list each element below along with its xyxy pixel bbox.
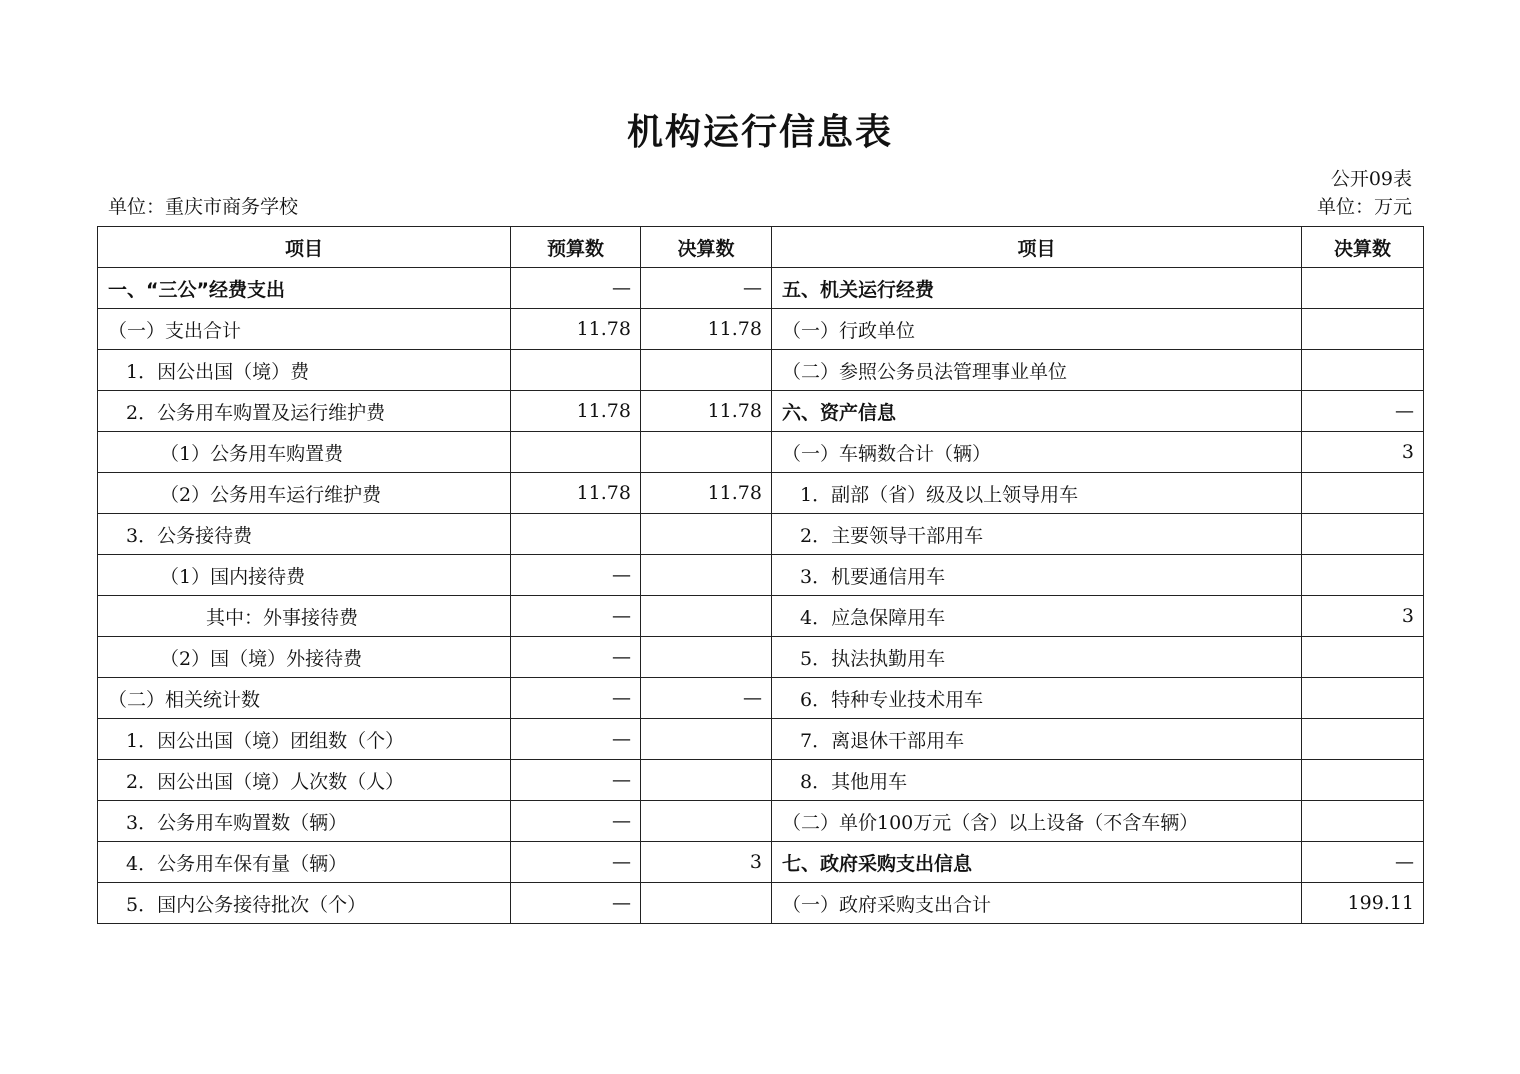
left-item-cell: 5．国内公务接待批次（个） — [98, 883, 511, 924]
right-item-cell: 7．离退休干部用车 — [772, 719, 1302, 760]
budget-cell: — — [511, 883, 641, 924]
table-row — [98, 309, 1424, 350]
table-row — [98, 842, 1424, 883]
table-row — [98, 473, 1424, 514]
left-item-cell: 1．因公出国（境）团组数（个） — [98, 719, 511, 760]
final-cell: — — [641, 268, 772, 309]
left-item-cell: （2）国（境）外接待费 — [98, 637, 511, 678]
table-row — [98, 760, 1424, 801]
right-final-cell — [1302, 678, 1424, 719]
final-cell — [641, 719, 772, 760]
right-item-cell: （一）行政单位 — [772, 309, 1302, 350]
table-row — [98, 514, 1424, 555]
budget-cell: — — [511, 555, 641, 596]
final-cell — [641, 801, 772, 842]
final-cell — [641, 350, 772, 391]
right-item-cell: 4．应急保障用车 — [772, 596, 1302, 637]
budget-cell: 11.78 — [511, 473, 641, 514]
left-item-cell: （二）相关统计数 — [98, 678, 511, 719]
right-final-cell — [1302, 637, 1424, 678]
budget-cell: — — [511, 268, 641, 309]
final-cell: 11.78 — [641, 473, 772, 514]
left-item-cell: 2．公务用车购置及运行维护费 — [98, 391, 511, 432]
budget-cell: — — [511, 719, 641, 760]
left-item-cell: （1）国内接待费 — [98, 555, 511, 596]
budget-cell: — — [511, 596, 641, 637]
final-cell — [641, 596, 772, 637]
right-final-cell — [1302, 760, 1424, 801]
header-item-right: 项目 — [772, 227, 1302, 268]
left-item-cell: 3．公务接待费 — [98, 514, 511, 555]
left-item-cell: 1．因公出国（境）费 — [98, 350, 511, 391]
final-cell — [641, 883, 772, 924]
right-final-cell: — — [1302, 391, 1424, 432]
right-final-cell — [1302, 555, 1424, 596]
currency-unit: 单位：万元 — [1316, 196, 1412, 218]
final-cell: — — [641, 678, 772, 719]
right-final-cell — [1302, 801, 1424, 842]
right-final-cell: — — [1302, 842, 1424, 883]
final-cell — [641, 760, 772, 801]
right-item-cell: 2．主要领导干部用车 — [772, 514, 1302, 555]
right-final-cell — [1302, 350, 1424, 391]
right-final-cell — [1302, 268, 1424, 309]
right-final-cell — [1302, 473, 1424, 514]
left-item-cell: （一）支出合计 — [98, 309, 511, 350]
final-cell: 11.78 — [641, 309, 772, 350]
budget-cell: 11.78 — [511, 309, 641, 350]
table-row — [98, 719, 1424, 760]
right-final-cell: 3 — [1302, 432, 1424, 473]
header-final-right: 决算数 — [1302, 227, 1424, 268]
budget-cell: — — [511, 801, 641, 842]
table-row — [98, 391, 1424, 432]
final-cell: 3 — [641, 842, 772, 883]
left-item-cell: 3．公务用车购置数（辆） — [98, 801, 511, 842]
budget-cell — [511, 514, 641, 555]
right-item-cell: 5．执法执勤用车 — [772, 637, 1302, 678]
right-final-cell — [1302, 309, 1424, 350]
final-cell — [641, 432, 772, 473]
right-final-cell — [1302, 514, 1424, 555]
header-budget: 预算数 — [511, 227, 641, 268]
final-cell — [641, 514, 772, 555]
right-item-cell: （一）政府采购支出合计 — [772, 883, 1302, 924]
info-table — [97, 226, 1424, 924]
left-item-cell: 4．公务用车保有量（辆） — [98, 842, 511, 883]
right-item-cell: （二）参照公务员法管理事业单位 — [772, 350, 1302, 391]
final-cell — [641, 555, 772, 596]
left-item-cell: 其中：外事接待费 — [98, 596, 511, 637]
table-row — [98, 432, 1424, 473]
right-item-cell: （一）车辆数合计（辆） — [772, 432, 1302, 473]
right-item-cell: 五、机关运行经费 — [772, 268, 1302, 309]
right-item-cell: （二）单价100万元（含）以上设备（不含车辆） — [772, 801, 1302, 842]
table-row — [98, 678, 1424, 719]
table-row — [98, 350, 1424, 391]
budget-cell: 11.78 — [511, 391, 641, 432]
right-item-cell: 六、资产信息 — [772, 391, 1302, 432]
budget-cell — [511, 432, 641, 473]
left-item-cell: 一、“三公”经费支出 — [98, 268, 511, 309]
right-item-cell: 七、政府采购支出信息 — [772, 842, 1302, 883]
left-item-cell: （1）公务用车购置费 — [98, 432, 511, 473]
page-title: 机构运行信息表 — [626, 112, 893, 153]
budget-cell: — — [511, 678, 641, 719]
table-body — [98, 268, 1424, 924]
right-item-cell: 1．副部（省）级及以上领导用车 — [772, 473, 1302, 514]
header-final-left: 决算数 — [641, 227, 772, 268]
table-row — [98, 268, 1424, 309]
right-final-cell: 199.11 — [1302, 883, 1424, 924]
table-code: 公开09表 — [1330, 168, 1412, 190]
budget-cell: — — [511, 842, 641, 883]
table-row — [98, 596, 1424, 637]
budget-cell: — — [511, 637, 641, 678]
right-final-cell: 3 — [1302, 596, 1424, 637]
left-item-cell: 2．因公出国（境）人次数（人） — [98, 760, 511, 801]
reporting-unit: 单位：重庆市商务学校 — [108, 196, 299, 218]
right-item-cell: 6．特种专业技术用车 — [772, 678, 1302, 719]
budget-cell — [511, 350, 641, 391]
final-cell: 11.78 — [641, 391, 772, 432]
table-row — [98, 555, 1424, 596]
final-cell — [641, 637, 772, 678]
right-item-cell: 8．其他用车 — [772, 760, 1302, 801]
header-row — [98, 227, 1424, 268]
table-row — [98, 883, 1424, 924]
right-final-cell — [1302, 719, 1424, 760]
budget-cell: — — [511, 760, 641, 801]
left-item-cell: （2）公务用车运行维护费 — [98, 473, 511, 514]
table-row — [98, 637, 1424, 678]
table-row — [98, 801, 1424, 842]
right-item-cell: 3．机要通信用车 — [772, 555, 1302, 596]
header-item-left: 项目 — [98, 227, 511, 268]
